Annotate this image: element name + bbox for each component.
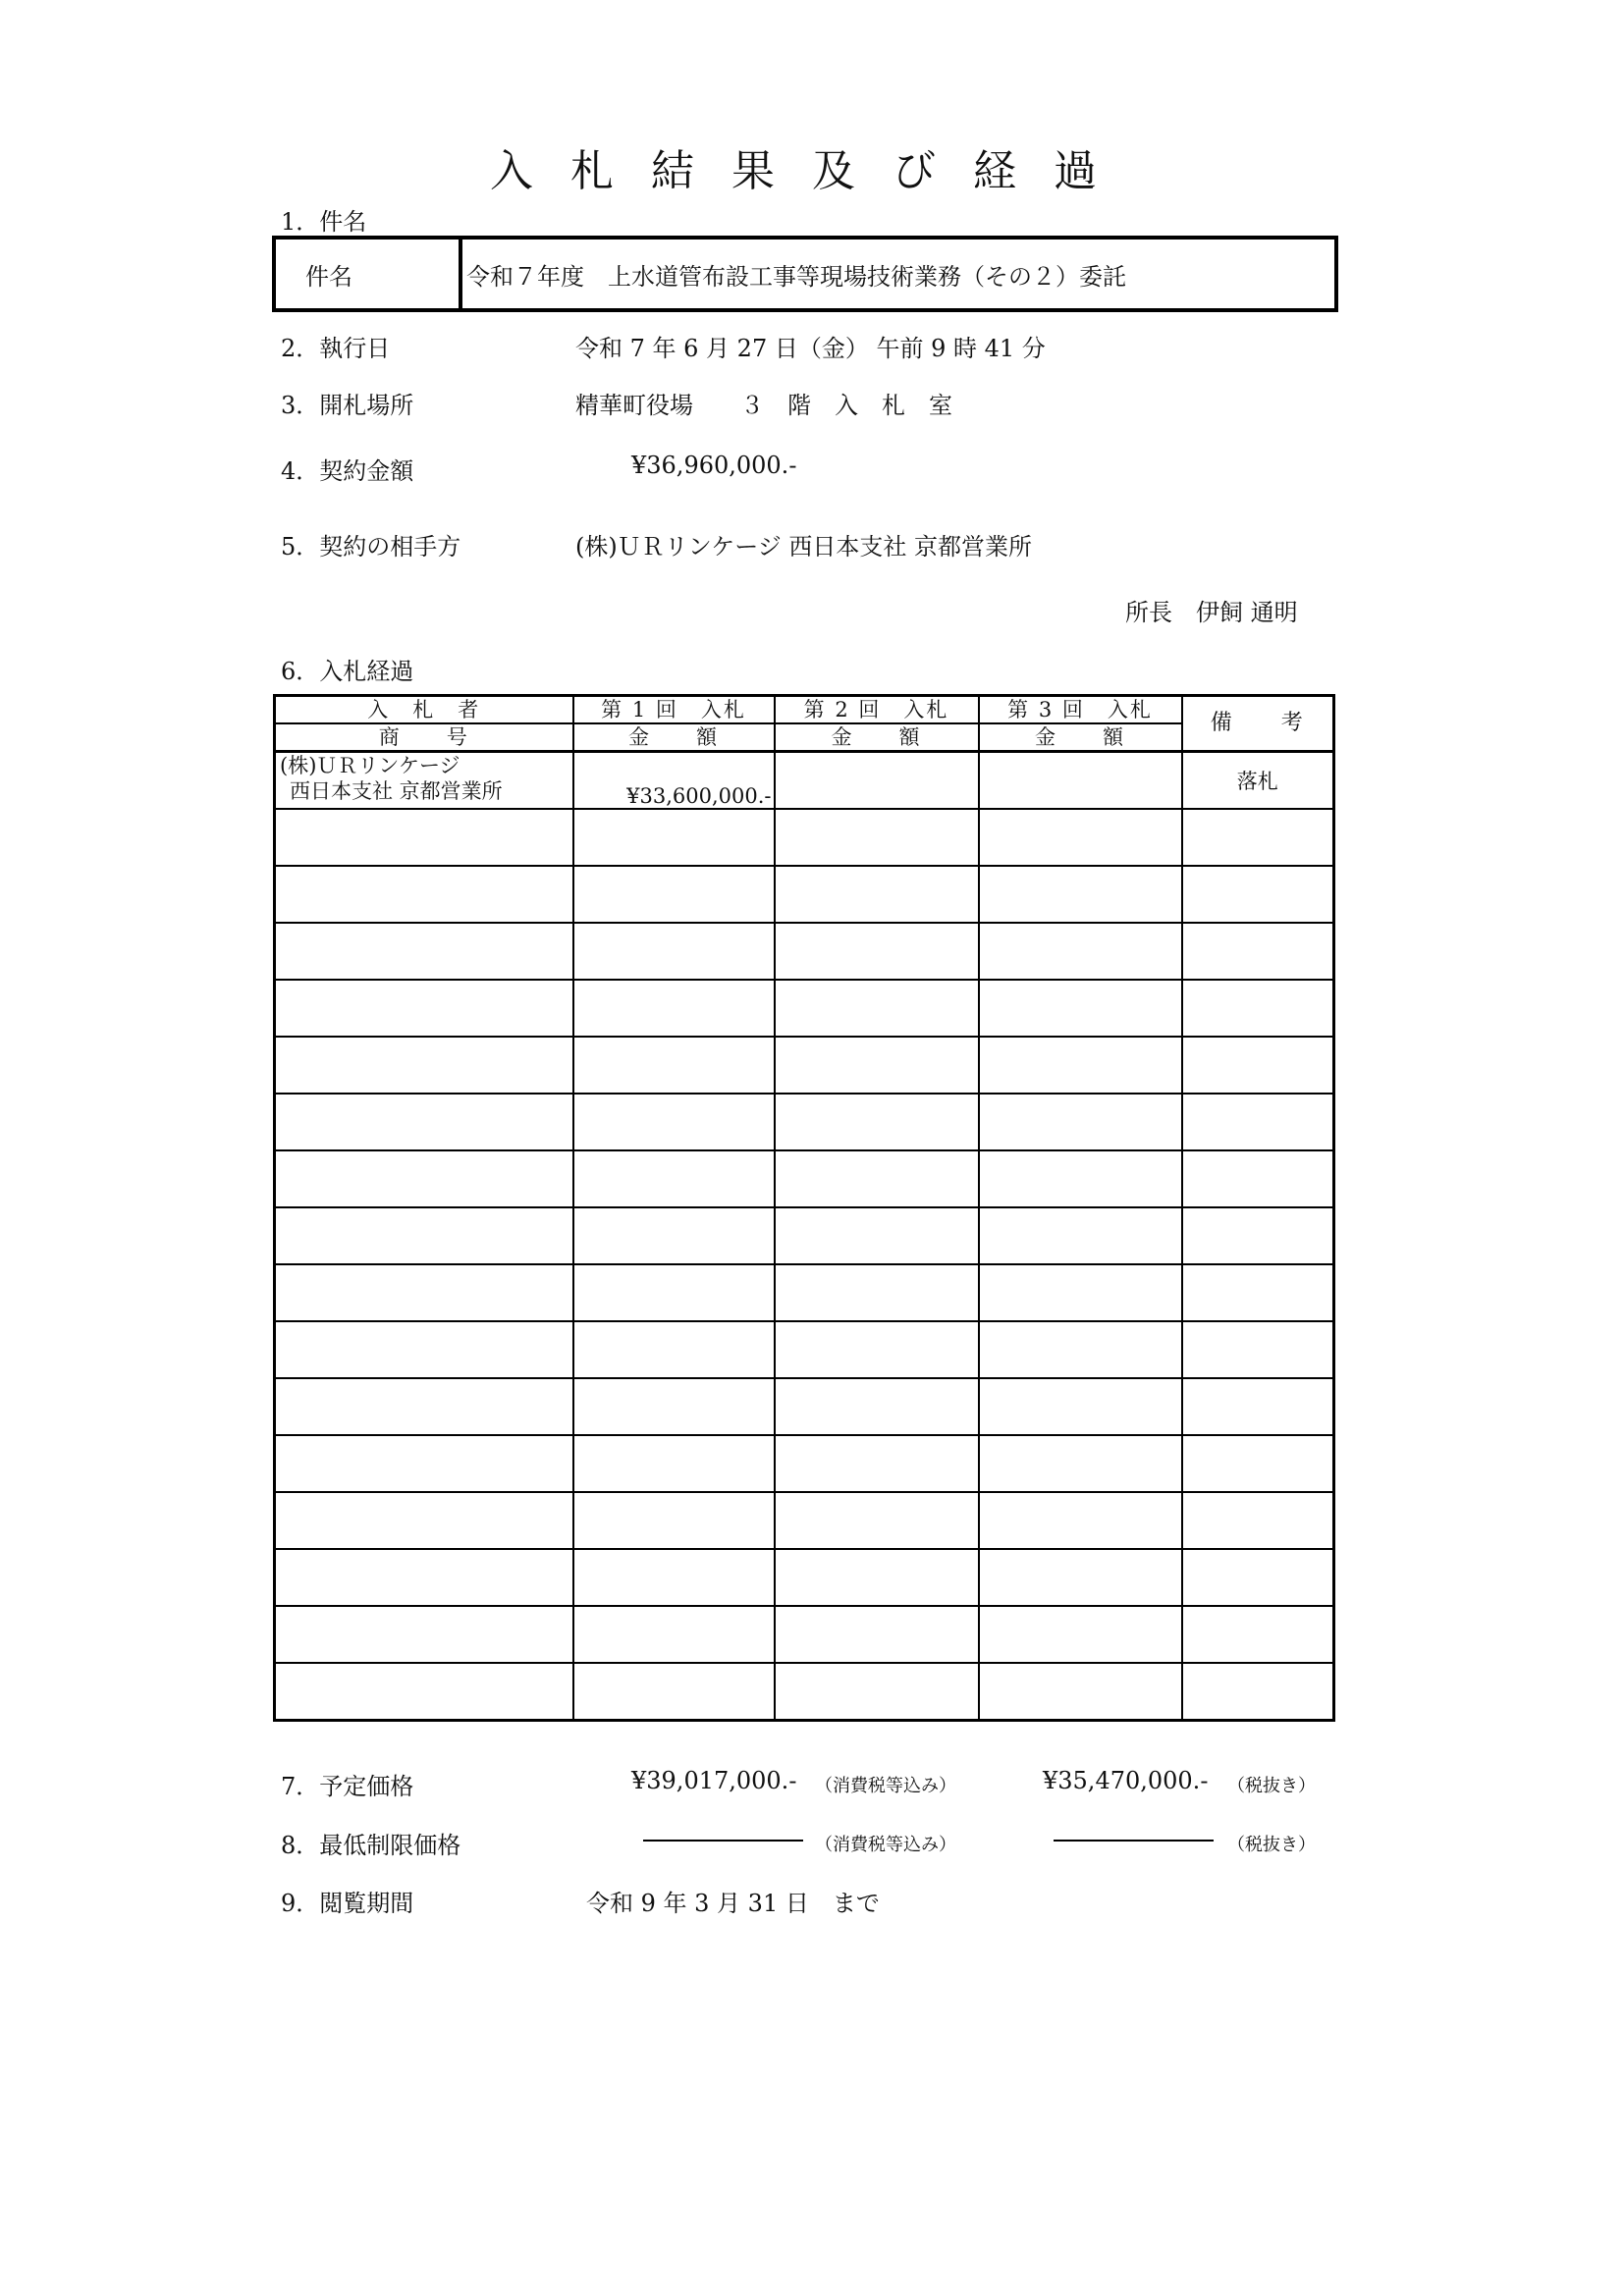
empty-cell [275, 1037, 573, 1094]
table-row [275, 1492, 1334, 1549]
empty-cell [979, 1264, 1182, 1321]
header-amount-3: 金 額 [979, 723, 1182, 752]
subject-value: 令和７年度 上水道管布設工事等現場技術業務（その２）委託 [466, 262, 1126, 291]
empty-cell [573, 1264, 775, 1321]
section-4-label: 4．契約金額 [281, 457, 414, 485]
empty-cell [275, 1663, 573, 1721]
empty-cell [275, 1492, 573, 1549]
header-bidder: 入 札 者 [275, 696, 573, 724]
table-header-row-1 [275, 696, 1334, 724]
opening-place: 精華町役場 ３ 階 入 札 室 [575, 392, 952, 419]
table-row [275, 1094, 1334, 1150]
empty-cell [775, 1264, 979, 1321]
table-row [275, 1435, 1334, 1492]
subject-box [272, 236, 1338, 312]
empty-cell [275, 1207, 573, 1264]
empty-cell [1182, 1663, 1334, 1721]
table-row [275, 1378, 1334, 1435]
empty-cell [275, 980, 573, 1037]
empty-cell [979, 1435, 1182, 1492]
section-2-label: 2．執行日 [281, 335, 391, 362]
table-row [275, 1549, 1334, 1606]
contract-amount: ¥36,960,000.- [631, 452, 797, 479]
empty-cell [275, 1150, 573, 1207]
empty-cell [1182, 1435, 1334, 1492]
empty-cell [775, 1663, 979, 1721]
empty-cell [573, 1435, 775, 1492]
empty-cell [573, 1663, 775, 1721]
header-remarks: 備 考 [1182, 696, 1334, 752]
table-row [275, 1264, 1334, 1321]
empty-cell [979, 1492, 1182, 1549]
empty-cell [275, 1378, 573, 1435]
empty-cell [275, 1435, 573, 1492]
bid-table [273, 694, 1335, 1722]
empty-cell [979, 980, 1182, 1037]
viewing-period: 令和 9 年 3 月 31 日 まで [586, 1890, 880, 1917]
empty-cell [573, 1321, 775, 1378]
round-1-amount: ¥33,600,000.- [573, 752, 775, 810]
empty-cell [775, 1549, 979, 1606]
empty-cell [573, 1037, 775, 1094]
empty-cell [1182, 809, 1334, 866]
empty-cell [1182, 1321, 1334, 1378]
table-row [275, 1606, 1334, 1663]
execution-date: 令和 7 年 6 月 27 日（金） 午前 9 時 41 分 [575, 335, 1046, 362]
empty-cell [775, 1492, 979, 1549]
min-price-incl-tax-note: （消費税等込み） [815, 1835, 956, 1855]
empty-cell [573, 1378, 775, 1435]
empty-cell [1182, 1492, 1334, 1549]
planned-price-excl-tax: ¥35,470,000.- [1043, 1767, 1209, 1794]
empty-cell [275, 809, 573, 866]
empty-cell [573, 809, 775, 866]
empty-rows [275, 809, 1334, 1721]
empty-cell [775, 1606, 979, 1663]
empty-cell [979, 1378, 1182, 1435]
table-row [275, 809, 1334, 866]
table-row [275, 1037, 1334, 1094]
empty-cell [979, 923, 1182, 980]
empty-cell [979, 1549, 1182, 1606]
planned-price-excl-tax-note: （税抜き） [1227, 1776, 1316, 1796]
empty-cell [979, 1321, 1182, 1378]
min-price-incl-tax-dash [643, 1840, 803, 1842]
empty-cell [979, 1094, 1182, 1150]
round-3-amount [979, 752, 1182, 810]
round-2-amount [775, 752, 979, 810]
empty-cell [275, 1094, 573, 1150]
header-round-1: 第 1 回 入札 [573, 696, 775, 724]
empty-cell [979, 1037, 1182, 1094]
empty-cell [775, 1321, 979, 1378]
empty-cell [275, 923, 573, 980]
empty-cell [1182, 1037, 1334, 1094]
table-row [275, 866, 1334, 923]
empty-cell [775, 1435, 979, 1492]
header-amount-1: 金 額 [573, 723, 775, 752]
table-row [275, 980, 1334, 1037]
empty-cell [1182, 980, 1334, 1037]
empty-cell [275, 866, 573, 923]
empty-cell [1182, 1264, 1334, 1321]
empty-cell [979, 1150, 1182, 1207]
section-6-label: 6．入札経過 [281, 658, 414, 685]
empty-cell [979, 809, 1182, 866]
header-trade-name: 商 号 [275, 723, 573, 752]
section-7-label: 7．予定価格 [281, 1773, 414, 1800]
min-price-excl-tax-dash [1054, 1840, 1214, 1842]
empty-cell [1182, 923, 1334, 980]
empty-cell [1182, 1549, 1334, 1606]
table-row [275, 1150, 1334, 1207]
table-row [275, 923, 1334, 980]
empty-cell [275, 1606, 573, 1663]
empty-cell [573, 980, 775, 1037]
empty-cell [1182, 1378, 1334, 1435]
empty-cell [775, 980, 979, 1037]
table-header-row-2 [275, 723, 1334, 752]
contractor-name: (株)ＵＲリンケージ 西日本支社 京都営業所 [575, 533, 1033, 561]
min-price-excl-tax-note: （税抜き） [1227, 1835, 1316, 1855]
empty-cell [275, 1321, 573, 1378]
remark-cell: 落札 [1182, 752, 1334, 810]
empty-cell [573, 1207, 775, 1264]
empty-cell [775, 866, 979, 923]
section-1-label: 1．件名 [281, 208, 367, 236]
empty-cell [979, 866, 1182, 923]
section-8-label: 8．最低制限価格 [281, 1832, 461, 1859]
empty-cell [1182, 1150, 1334, 1207]
empty-cell [775, 1378, 979, 1435]
empty-cell [573, 1492, 775, 1549]
empty-cell [1182, 1606, 1334, 1663]
bidder-name-line-2: 西日本支社 京都営業所 [290, 779, 503, 803]
empty-cell [775, 1037, 979, 1094]
header-round-3: 第 3 回 入札 [979, 696, 1182, 724]
table-row [275, 752, 1334, 810]
section-9-label: 9．閲覧期間 [281, 1890, 414, 1917]
empty-cell [979, 1606, 1182, 1663]
empty-cell [573, 1549, 775, 1606]
header-amount-2: 金 額 [775, 723, 979, 752]
empty-cell [775, 1150, 979, 1207]
empty-cell [775, 1207, 979, 1264]
empty-cell [979, 1207, 1182, 1264]
empty-cell [573, 1150, 775, 1207]
empty-cell [275, 1549, 573, 1606]
table-row [275, 1321, 1334, 1378]
section-5-label: 5．契約の相手方 [281, 533, 461, 561]
empty-cell [775, 1094, 979, 1150]
planned-price-incl-tax-note: （消費税等込み） [815, 1776, 956, 1796]
empty-cell [1182, 1207, 1334, 1264]
header-round-2: 第 2 回 入札 [775, 696, 979, 724]
bidder-name-cell [275, 752, 573, 810]
contractor-representative: 所長 伊飼 通明 [1125, 599, 1298, 626]
empty-cell [1182, 1094, 1334, 1150]
empty-cell [275, 1264, 573, 1321]
empty-cell [1182, 866, 1334, 923]
empty-cell [573, 866, 775, 923]
table-row [275, 1207, 1334, 1264]
empty-cell [775, 809, 979, 866]
page-title: 入札結果及び経過 [490, 146, 1134, 196]
empty-cell [573, 1606, 775, 1663]
planned-price-incl-tax: ¥39,017,000.- [631, 1767, 797, 1794]
section-3-label: 3．開札場所 [281, 392, 414, 419]
bidder-name-line-1: (株)ＵＲリンケージ [280, 754, 460, 777]
table-row [275, 1663, 1334, 1721]
empty-cell [979, 1663, 1182, 1721]
empty-cell [573, 1094, 775, 1150]
empty-cell [775, 923, 979, 980]
subject-key: 件名 [276, 240, 462, 308]
empty-cell [573, 923, 775, 980]
